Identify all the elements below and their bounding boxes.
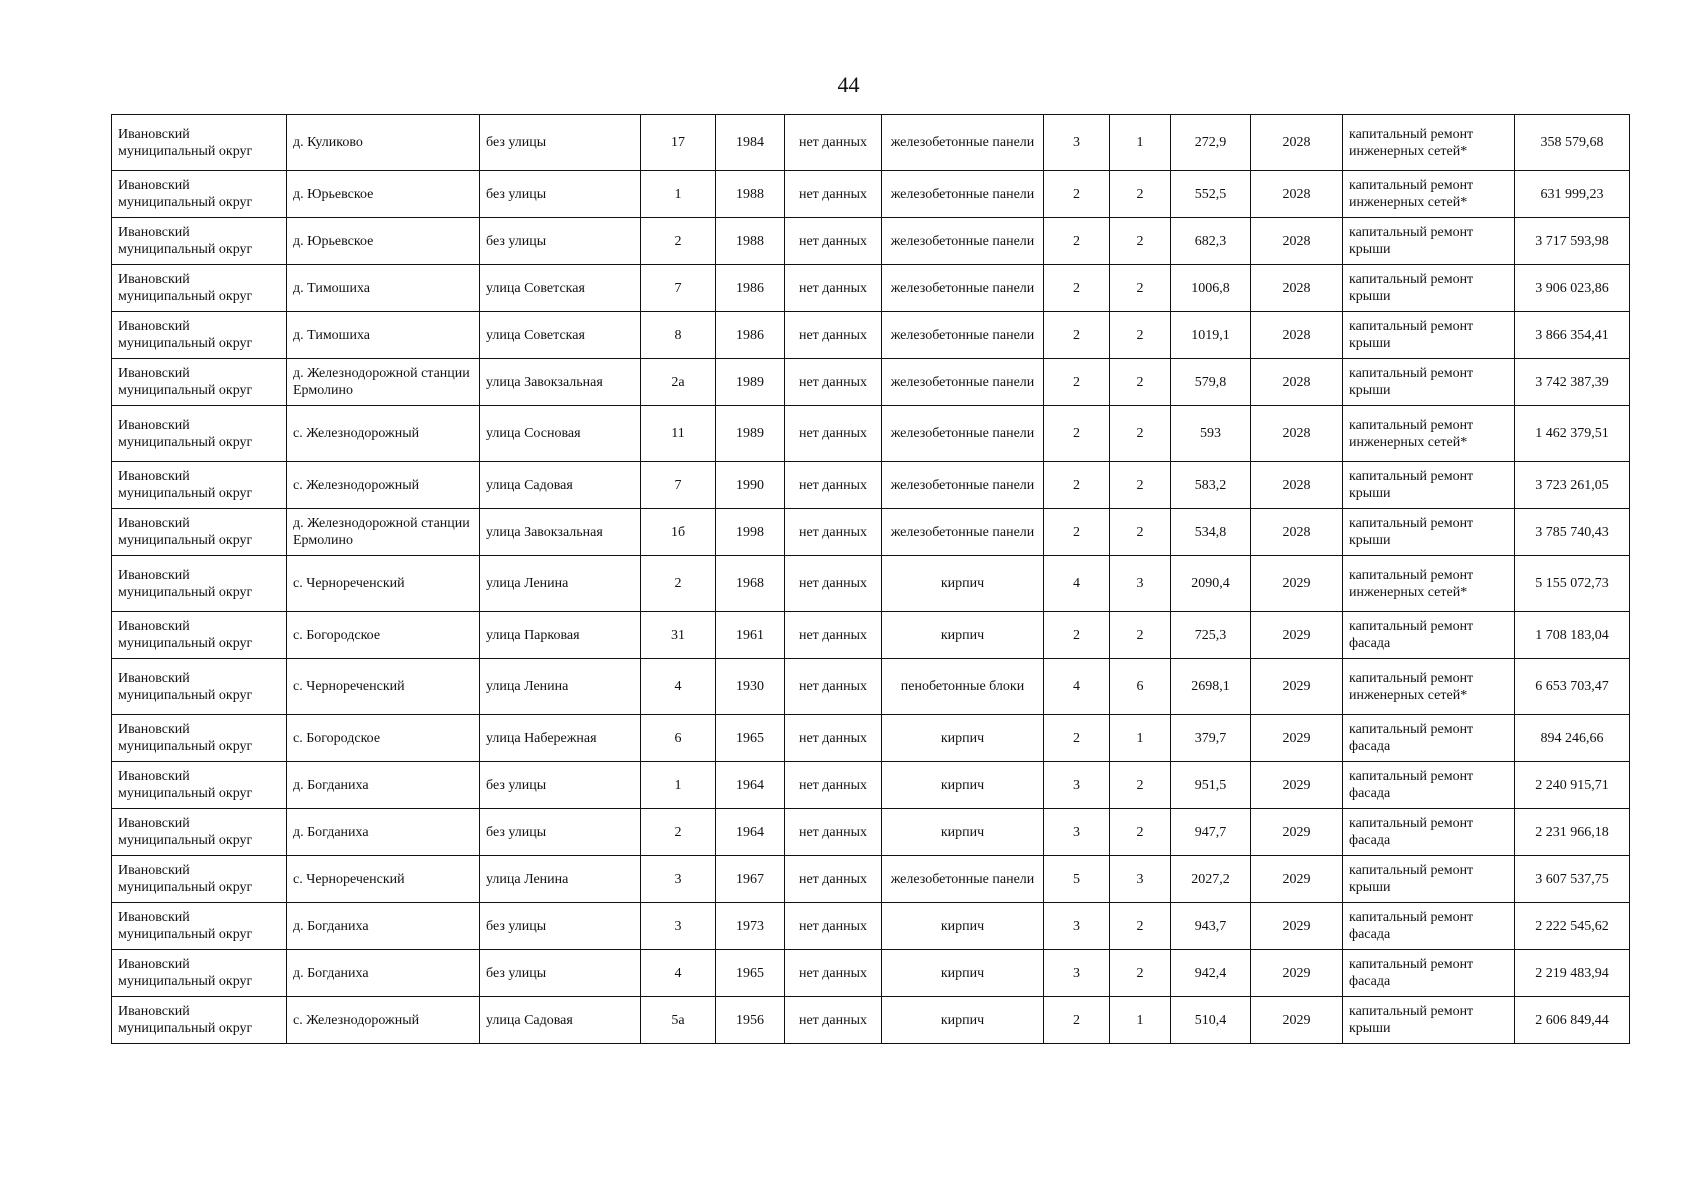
area-cell: 534,8 xyxy=(1171,509,1251,556)
cost-cell: 894 246,66 xyxy=(1515,715,1630,762)
plan-year-cell: 2028 xyxy=(1251,265,1343,312)
street-cell: улица Советская xyxy=(480,265,641,312)
year-cell: нет данных xyxy=(785,265,882,312)
house-number-cell: 7 xyxy=(641,265,716,312)
wall-material-cell: кирпич xyxy=(882,950,1044,997)
floors-cell: 2 xyxy=(1044,715,1110,762)
build-year-cell: 1967 xyxy=(716,856,785,903)
year-cell: нет данных xyxy=(785,556,882,612)
work-type-cell: капитальный ремонт крыши xyxy=(1343,856,1515,903)
cost-cell: 2 606 849,44 xyxy=(1515,997,1630,1044)
build-year-cell: 1930 xyxy=(716,659,785,715)
cost-cell: 1 462 379,51 xyxy=(1515,406,1630,462)
area-cell: 1006,8 xyxy=(1171,265,1251,312)
build-year-cell: 1988 xyxy=(716,171,785,218)
cost-cell: 3 607 537,75 xyxy=(1515,856,1630,903)
district-cell: Ивановский муниципальный округ xyxy=(112,556,287,612)
settlement-cell: д. Юрьевское xyxy=(287,218,480,265)
floors-cell: 2 xyxy=(1044,218,1110,265)
plan-year-cell: 2028 xyxy=(1251,359,1343,406)
build-year-cell: 1961 xyxy=(716,612,785,659)
cost-cell: 3 785 740,43 xyxy=(1515,509,1630,556)
area-cell: 942,4 xyxy=(1171,950,1251,997)
table-row xyxy=(112,856,1630,903)
floors-cell: 2 xyxy=(1044,265,1110,312)
house-number-cell: 2а xyxy=(641,359,716,406)
table-row xyxy=(112,762,1630,809)
wall-material-cell: железобетонные панели xyxy=(882,462,1044,509)
street-cell: улица Советская xyxy=(480,312,641,359)
floors-cell: 2 xyxy=(1044,462,1110,509)
settlement-cell: д. Тимошиха xyxy=(287,265,480,312)
year-cell: нет данных xyxy=(785,406,882,462)
plan-year-cell: 2028 xyxy=(1251,462,1343,509)
area-cell: 947,7 xyxy=(1171,809,1251,856)
table-row xyxy=(112,809,1630,856)
cost-cell: 2 222 545,62 xyxy=(1515,903,1630,950)
settlement-cell: с. Железнодорожный xyxy=(287,462,480,509)
wall-material-cell: железобетонные панели xyxy=(882,509,1044,556)
table-row xyxy=(112,612,1630,659)
plan-year-cell: 2028 xyxy=(1251,115,1343,171)
entrances-cell: 2 xyxy=(1110,171,1171,218)
plan-year-cell: 2029 xyxy=(1251,903,1343,950)
wall-material-cell: кирпич xyxy=(882,997,1044,1044)
street-cell: улица Ленина xyxy=(480,556,641,612)
district-cell: Ивановский муниципальный округ xyxy=(112,612,287,659)
work-type-cell: капитальный ремонт фасада xyxy=(1343,762,1515,809)
work-type-cell: капитальный ремонт крыши xyxy=(1343,312,1515,359)
settlement-cell: д. Богданиха xyxy=(287,762,480,809)
floors-cell: 3 xyxy=(1044,903,1110,950)
plan-year-cell: 2029 xyxy=(1251,556,1343,612)
work-type-cell: капитальный ремонт фасада xyxy=(1343,903,1515,950)
wall-material-cell: железобетонные панели xyxy=(882,312,1044,359)
work-type-cell: капитальный ремонт крыши xyxy=(1343,997,1515,1044)
plan-year-cell: 2029 xyxy=(1251,762,1343,809)
area-cell: 579,8 xyxy=(1171,359,1251,406)
work-type-cell: капитальный ремонт инженерных сетей* xyxy=(1343,659,1515,715)
settlement-cell: д. Железнодорожной станции Ермолино xyxy=(287,509,480,556)
work-type-cell: капитальный ремонт инженерных сетей* xyxy=(1343,115,1515,171)
build-year-cell: 1998 xyxy=(716,509,785,556)
table-row xyxy=(112,715,1630,762)
cost-cell: 3 866 354,41 xyxy=(1515,312,1630,359)
year-cell: нет данных xyxy=(785,462,882,509)
floors-cell: 3 xyxy=(1044,762,1110,809)
wall-material-cell: кирпич xyxy=(882,612,1044,659)
house-number-cell: 2 xyxy=(641,218,716,265)
street-cell: без улицы xyxy=(480,218,641,265)
area-cell: 510,4 xyxy=(1171,997,1251,1044)
entrances-cell: 1 xyxy=(1110,997,1171,1044)
floors-cell: 2 xyxy=(1044,612,1110,659)
area-cell: 2698,1 xyxy=(1171,659,1251,715)
entrances-cell: 1 xyxy=(1110,715,1171,762)
cost-cell: 3 742 387,39 xyxy=(1515,359,1630,406)
wall-material-cell: железобетонные панели xyxy=(882,406,1044,462)
work-type-cell: капитальный ремонт крыши xyxy=(1343,359,1515,406)
entrances-cell: 2 xyxy=(1110,903,1171,950)
cost-cell: 6 653 703,47 xyxy=(1515,659,1630,715)
year-cell: нет данных xyxy=(785,809,882,856)
district-cell: Ивановский муниципальный округ xyxy=(112,359,287,406)
work-type-cell: капитальный ремонт фасада xyxy=(1343,950,1515,997)
floors-cell: 3 xyxy=(1044,950,1110,997)
street-cell: без улицы xyxy=(480,950,641,997)
street-cell: улица Парковая xyxy=(480,612,641,659)
entrances-cell: 2 xyxy=(1110,762,1171,809)
floors-cell: 2 xyxy=(1044,312,1110,359)
cost-cell: 2 219 483,94 xyxy=(1515,950,1630,997)
cost-cell: 5 155 072,73 xyxy=(1515,556,1630,612)
table-row xyxy=(112,950,1630,997)
area-cell: 951,5 xyxy=(1171,762,1251,809)
district-cell: Ивановский муниципальный округ xyxy=(112,265,287,312)
work-type-cell: капитальный ремонт инженерных сетей* xyxy=(1343,406,1515,462)
entrances-cell: 6 xyxy=(1110,659,1171,715)
entrances-cell: 2 xyxy=(1110,950,1171,997)
district-cell: Ивановский муниципальный округ xyxy=(112,997,287,1044)
district-cell: Ивановский муниципальный округ xyxy=(112,462,287,509)
year-cell: нет данных xyxy=(785,903,882,950)
cost-cell: 3 723 261,05 xyxy=(1515,462,1630,509)
district-cell: Ивановский муниципальный округ xyxy=(112,856,287,903)
district-cell: Ивановский муниципальный округ xyxy=(112,171,287,218)
work-type-cell: капитальный ремонт фасада xyxy=(1343,809,1515,856)
district-cell: Ивановский муниципальный округ xyxy=(112,218,287,265)
wall-material-cell: железобетонные панели xyxy=(882,265,1044,312)
house-number-cell: 7 xyxy=(641,462,716,509)
entrances-cell: 2 xyxy=(1110,509,1171,556)
plan-year-cell: 2028 xyxy=(1251,312,1343,359)
table-row xyxy=(112,903,1630,950)
table-row xyxy=(112,462,1630,509)
street-cell: без улицы xyxy=(480,171,641,218)
settlement-cell: с. Богородское xyxy=(287,715,480,762)
house-number-cell: 3 xyxy=(641,903,716,950)
street-cell: улица Ленина xyxy=(480,659,641,715)
district-cell: Ивановский муниципальный округ xyxy=(112,406,287,462)
plan-year-cell: 2029 xyxy=(1251,715,1343,762)
area-cell: 593 xyxy=(1171,406,1251,462)
year-cell: нет данных xyxy=(785,509,882,556)
area-cell: 2090,4 xyxy=(1171,556,1251,612)
street-cell: улица Набережная xyxy=(480,715,641,762)
build-year-cell: 1984 xyxy=(716,115,785,171)
settlement-cell: д. Юрьевское xyxy=(287,171,480,218)
year-cell: нет данных xyxy=(785,715,882,762)
year-cell: нет данных xyxy=(785,115,882,171)
year-cell: нет данных xyxy=(785,856,882,903)
year-cell: нет данных xyxy=(785,659,882,715)
street-cell: без улицы xyxy=(480,809,641,856)
area-cell: 379,7 xyxy=(1171,715,1251,762)
table-row xyxy=(112,312,1630,359)
work-type-cell: капитальный ремонт крыши xyxy=(1343,462,1515,509)
work-type-cell: капитальный ремонт фасада xyxy=(1343,715,1515,762)
entrances-cell: 2 xyxy=(1110,462,1171,509)
entrances-cell: 2 xyxy=(1110,218,1171,265)
build-year-cell: 1988 xyxy=(716,218,785,265)
year-cell: нет данных xyxy=(785,997,882,1044)
settlement-cell: с. Богородское xyxy=(287,612,480,659)
settlement-cell: д. Куликово xyxy=(287,115,480,171)
district-cell: Ивановский муниципальный округ xyxy=(112,809,287,856)
work-type-cell: капитальный ремонт крыши xyxy=(1343,265,1515,312)
floors-cell: 3 xyxy=(1044,115,1110,171)
house-number-cell: 1 xyxy=(641,171,716,218)
settlement-cell: с. Чернореченский xyxy=(287,659,480,715)
plan-year-cell: 2029 xyxy=(1251,856,1343,903)
house-number-cell: 17 xyxy=(641,115,716,171)
table-row xyxy=(112,171,1630,218)
year-cell: нет данных xyxy=(785,359,882,406)
floors-cell: 4 xyxy=(1044,659,1110,715)
entrances-cell: 3 xyxy=(1110,556,1171,612)
house-number-cell: 31 xyxy=(641,612,716,659)
build-year-cell: 1973 xyxy=(716,903,785,950)
district-cell: Ивановский муниципальный округ xyxy=(112,762,287,809)
district-cell: Ивановский муниципальный округ xyxy=(112,115,287,171)
cost-cell: 3 717 593,98 xyxy=(1515,218,1630,265)
house-number-cell: 1б xyxy=(641,509,716,556)
table-row xyxy=(112,115,1630,171)
entrances-cell: 2 xyxy=(1110,265,1171,312)
settlement-cell: д. Богданиха xyxy=(287,950,480,997)
settlement-cell: с. Чернореченский xyxy=(287,856,480,903)
area-cell: 943,7 xyxy=(1171,903,1251,950)
table-row xyxy=(112,509,1630,556)
wall-material-cell: железобетонные панели xyxy=(882,856,1044,903)
entrances-cell: 2 xyxy=(1110,809,1171,856)
settlement-cell: д. Богданиха xyxy=(287,903,480,950)
street-cell: улица Сосновая xyxy=(480,406,641,462)
plan-year-cell: 2029 xyxy=(1251,997,1343,1044)
house-number-cell: 3 xyxy=(641,856,716,903)
floors-cell: 2 xyxy=(1044,171,1110,218)
build-year-cell: 1990 xyxy=(716,462,785,509)
district-cell: Ивановский муниципальный округ xyxy=(112,509,287,556)
area-cell: 725,3 xyxy=(1171,612,1251,659)
plan-year-cell: 2029 xyxy=(1251,950,1343,997)
build-year-cell: 1986 xyxy=(716,312,785,359)
plan-year-cell: 2029 xyxy=(1251,612,1343,659)
district-cell: Ивановский муниципальный округ xyxy=(112,312,287,359)
house-number-cell: 1 xyxy=(641,762,716,809)
house-number-cell: 6 xyxy=(641,715,716,762)
plan-year-cell: 2028 xyxy=(1251,509,1343,556)
floors-cell: 2 xyxy=(1044,406,1110,462)
plan-year-cell: 2028 xyxy=(1251,218,1343,265)
street-cell: улица Ленина xyxy=(480,856,641,903)
floors-cell: 2 xyxy=(1044,509,1110,556)
work-type-cell: капитальный ремонт инженерных сетей* xyxy=(1343,171,1515,218)
wall-material-cell: пенобетонные блоки xyxy=(882,659,1044,715)
cost-cell: 1 708 183,04 xyxy=(1515,612,1630,659)
build-year-cell: 1956 xyxy=(716,997,785,1044)
area-cell: 272,9 xyxy=(1171,115,1251,171)
cost-cell: 358 579,68 xyxy=(1515,115,1630,171)
area-cell: 2027,2 xyxy=(1171,856,1251,903)
area-cell: 583,2 xyxy=(1171,462,1251,509)
district-cell: Ивановский муниципальный округ xyxy=(112,715,287,762)
cost-cell: 2 231 966,18 xyxy=(1515,809,1630,856)
build-year-cell: 1965 xyxy=(716,715,785,762)
house-number-cell: 4 xyxy=(641,659,716,715)
house-number-cell: 5а xyxy=(641,997,716,1044)
build-year-cell: 1989 xyxy=(716,406,785,462)
house-number-cell: 8 xyxy=(641,312,716,359)
page-number: 44 xyxy=(837,72,860,97)
build-year-cell: 1964 xyxy=(716,762,785,809)
build-year-cell: 1968 xyxy=(716,556,785,612)
plan-year-cell: 2029 xyxy=(1251,809,1343,856)
wall-material-cell: кирпич xyxy=(882,809,1044,856)
year-cell: нет данных xyxy=(785,950,882,997)
floors-cell: 3 xyxy=(1044,809,1110,856)
build-year-cell: 1986 xyxy=(716,265,785,312)
wall-material-cell: железобетонные панели xyxy=(882,218,1044,265)
street-cell: улица Садовая xyxy=(480,462,641,509)
wall-material-cell: железобетонные панели xyxy=(882,171,1044,218)
year-cell: нет данных xyxy=(785,218,882,265)
year-cell: нет данных xyxy=(785,612,882,659)
settlement-cell: д. Железнодорожной станции Ермолино xyxy=(287,359,480,406)
floors-cell: 2 xyxy=(1044,359,1110,406)
housing-register-table xyxy=(111,114,1630,1044)
year-cell: нет данных xyxy=(785,171,882,218)
table-row xyxy=(112,359,1630,406)
build-year-cell: 1964 xyxy=(716,809,785,856)
wall-material-cell: железобетонные панели xyxy=(882,359,1044,406)
entrances-cell: 2 xyxy=(1110,406,1171,462)
street-cell: без улицы xyxy=(480,762,641,809)
district-cell: Ивановский муниципальный округ xyxy=(112,950,287,997)
table-row xyxy=(112,265,1630,312)
work-type-cell: капитальный ремонт крыши xyxy=(1343,218,1515,265)
plan-year-cell: 2028 xyxy=(1251,171,1343,218)
area-cell: 682,3 xyxy=(1171,218,1251,265)
entrances-cell: 2 xyxy=(1110,359,1171,406)
house-number-cell: 2 xyxy=(641,556,716,612)
work-type-cell: капитальный ремонт фасада xyxy=(1343,612,1515,659)
settlement-cell: с. Железнодорожный xyxy=(287,997,480,1044)
floors-cell: 5 xyxy=(1044,856,1110,903)
district-cell: Ивановский муниципальный округ xyxy=(112,903,287,950)
entrances-cell: 2 xyxy=(1110,612,1171,659)
plan-year-cell: 2028 xyxy=(1251,406,1343,462)
house-number-cell: 4 xyxy=(641,950,716,997)
wall-material-cell: кирпич xyxy=(882,762,1044,809)
wall-material-cell: кирпич xyxy=(882,903,1044,950)
floors-cell: 2 xyxy=(1044,997,1110,1044)
table-row xyxy=(112,659,1630,715)
table-row xyxy=(112,218,1630,265)
settlement-cell: с. Чернореченский xyxy=(287,556,480,612)
settlement-cell: д. Тимошиха xyxy=(287,312,480,359)
entrances-cell: 3 xyxy=(1110,856,1171,903)
cost-cell: 3 906 023,86 xyxy=(1515,265,1630,312)
street-cell: улица Завокзальная xyxy=(480,359,641,406)
table-row xyxy=(112,406,1630,462)
settlement-cell: с. Железнодорожный xyxy=(287,406,480,462)
house-number-cell: 11 xyxy=(641,406,716,462)
table-row xyxy=(112,556,1630,612)
plan-year-cell: 2029 xyxy=(1251,659,1343,715)
house-number-cell: 2 xyxy=(641,809,716,856)
year-cell: нет данных xyxy=(785,312,882,359)
area-cell: 1019,1 xyxy=(1171,312,1251,359)
floors-cell: 4 xyxy=(1044,556,1110,612)
work-type-cell: капитальный ремонт крыши xyxy=(1343,509,1515,556)
street-cell: улица Садовая xyxy=(480,997,641,1044)
area-cell: 552,5 xyxy=(1171,171,1251,218)
year-cell: нет данных xyxy=(785,762,882,809)
table-row xyxy=(112,997,1630,1044)
wall-material-cell: кирпич xyxy=(882,715,1044,762)
build-year-cell: 1965 xyxy=(716,950,785,997)
cost-cell: 631 999,23 xyxy=(1515,171,1630,218)
street-cell: без улицы xyxy=(480,903,641,950)
cost-cell: 2 240 915,71 xyxy=(1515,762,1630,809)
entrances-cell: 1 xyxy=(1110,115,1171,171)
wall-material-cell: кирпич xyxy=(882,556,1044,612)
settlement-cell: д. Богданиха xyxy=(287,809,480,856)
build-year-cell: 1989 xyxy=(716,359,785,406)
entrances-cell: 2 xyxy=(1110,312,1171,359)
wall-material-cell: железобетонные панели xyxy=(882,115,1044,171)
street-cell: улица Завокзальная xyxy=(480,509,641,556)
street-cell: без улицы xyxy=(480,115,641,171)
district-cell: Ивановский муниципальный округ xyxy=(112,659,287,715)
work-type-cell: капитальный ремонт инженерных сетей* xyxy=(1343,556,1515,612)
